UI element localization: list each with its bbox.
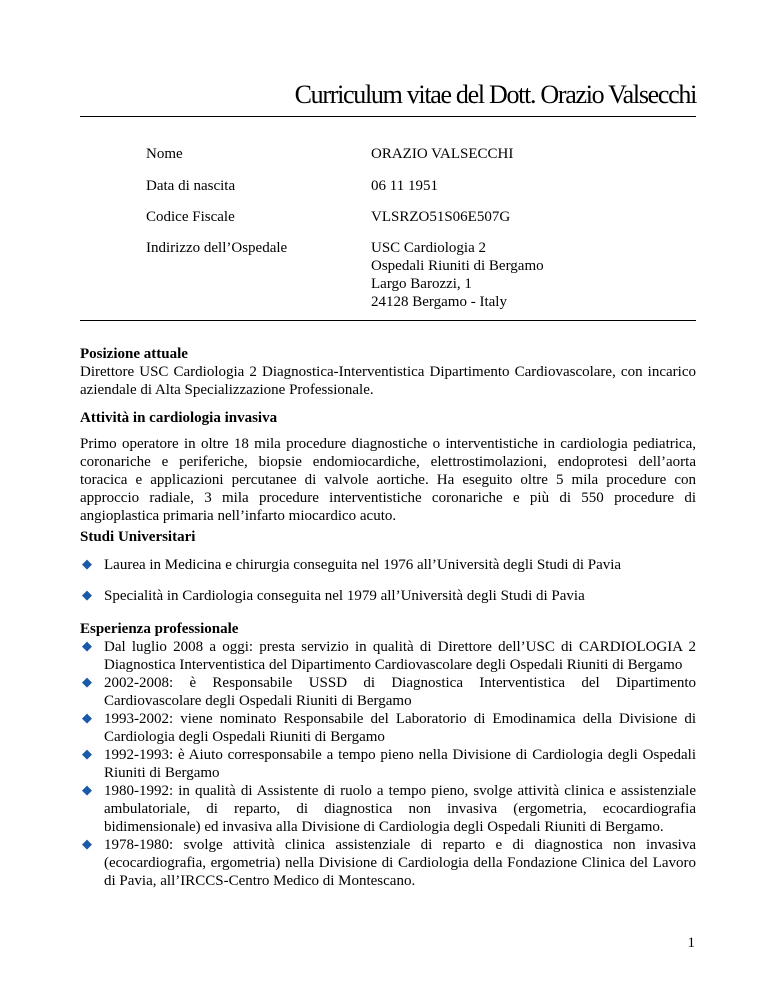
hospital-address bbox=[371, 239, 544, 311]
diamond-bullet-icon: ◆ bbox=[82, 783, 92, 798]
university-list bbox=[80, 556, 696, 605]
list-item-text: 1992-1993: è Aiuto corresponsabile a tempo pieno nella Divisione di Cardiologia degli Ospedali Riuniti di Bergamo bbox=[104, 747, 696, 781]
info-value: VLSRZO51S06E507G bbox=[371, 209, 511, 225]
list-item-text: Laurea in Medicina e chirurgia conseguita nel 1976 all’Università degli Studi di Pavia bbox=[104, 557, 622, 573]
info-label: Indirizzo dell’Ospedale bbox=[146, 240, 288, 256]
section-text: Direttore USC Cardiologia 2 Diagnostica-Interventistica Dipartimento Cardiovascolare, con incarico aziendale di Alta Specializzazione Professionale. bbox=[80, 364, 696, 398]
list-item bbox=[80, 638, 696, 674]
page-number: 1 bbox=[687, 935, 695, 951]
diamond-bullet-icon: ◆ bbox=[82, 711, 92, 726]
section-title: Attività in cardiologia invasiva bbox=[80, 410, 278, 426]
experience-list bbox=[80, 638, 696, 890]
list-item bbox=[80, 556, 696, 574]
current-position-section bbox=[80, 345, 696, 399]
list-item bbox=[80, 782, 696, 836]
diamond-bullet-icon: ◆ bbox=[82, 747, 92, 762]
diamond-bullet-icon: ◆ bbox=[82, 588, 92, 603]
list-item bbox=[80, 710, 696, 746]
university-section bbox=[80, 528, 696, 605]
diamond-bullet-icon: ◆ bbox=[82, 837, 92, 852]
list-item bbox=[80, 587, 696, 605]
info-label: Data di nascita bbox=[146, 178, 236, 194]
list-item-text: 1993-2002: viene nominato Responsabile del Laboratorio di Emodinamica della Divisione di Cardiologia degli Ospedali Riuniti di Bergamo bbox=[104, 711, 696, 745]
experience-section bbox=[80, 620, 696, 890]
section-text: Primo operatore in oltre 18 mila procedure diagnostiche o interventistiche in cardiologia pediatrica, coronariche e periferiche, biopsie endomiocardiche, elettrostimolazioni, endoprotesi dell’aorta toracica e applicazioni percutanee di valvole aortiche. Ha eseguito oltre 5 mila procedure con approccio radiale, 3 mila procedure interventistiche coronariche e più di 550 procedure di angioplastica primaria nell’infarto miocardico acuto. bbox=[80, 436, 696, 524]
info-divider bbox=[80, 320, 696, 321]
info-value: 06 11 1951 bbox=[371, 178, 438, 194]
address-line: 24128 Bergamo - Italy bbox=[371, 294, 507, 310]
address-line: Ospedali Riuniti di Bergamo bbox=[371, 258, 544, 274]
diamond-bullet-icon: ◆ bbox=[82, 675, 92, 690]
section-title: Posizione attuale bbox=[80, 346, 188, 362]
list-item-text: 2002-2008: è Responsabile USSD di Diagnostica Interventistica del Dipartimento Cardiovascolare degli Ospedali Riuniti di Bergamo bbox=[104, 675, 696, 709]
info-value: ORAZIO VALSECCHI bbox=[371, 146, 514, 162]
title-divider bbox=[80, 116, 696, 117]
invasive-activity-section bbox=[80, 409, 696, 525]
page-title: Curriculum vitae del Dott. Orazio Valsecchi bbox=[294, 80, 696, 109]
list-item-text: 1980-1992: in qualità di Assistente di ruolo a tempo pieno, svolge attività clinica e assistenziale ambulatoriale, di reparto, di diagnostica non invasiva (ergometria, ecocardiografia bidimensionale) ed invasiva alla Divisione di Cardiologia degli Ospedali Riuniti di Bergamo. bbox=[104, 783, 696, 835]
list-item bbox=[80, 674, 696, 710]
list-item-text: Specialità in Cardiologia conseguita nel 1979 all’Università degli Studi di Pavia bbox=[104, 588, 585, 604]
info-label: Codice Fiscale bbox=[146, 209, 235, 225]
info-label: Nome bbox=[146, 146, 183, 162]
section-title: Studi Universitari bbox=[80, 529, 196, 545]
address-line: USC Cardiologia 2 bbox=[371, 240, 486, 256]
section-title: Esperienza professionale bbox=[80, 621, 239, 637]
list-item bbox=[80, 836, 696, 890]
list-item-text: 1978-1980: svolge attività clinica assistenziale di reparto e di diagnostica non invasiva (ecocardiografia, ergometria) nella Divisione di Cardiologia della Fondazione Clinica del Lavoro di Pavia, all’IRCCS-Centro Medico di Montescano. bbox=[104, 837, 696, 889]
list-item-text: Dal luglio 2008 a oggi: presta servizio in qualità di Direttore dell’USC di CARDIOLOGIA 2 Diagnostica Interventistica del Dipartimento Cardiovascolare degli Ospedali Riuniti di Bergamo bbox=[104, 639, 696, 673]
address-line: Largo Barozzi, 1 bbox=[371, 276, 472, 292]
diamond-bullet-icon: ◆ bbox=[82, 557, 92, 572]
list-item bbox=[80, 746, 696, 782]
diamond-bullet-icon: ◆ bbox=[82, 639, 92, 654]
